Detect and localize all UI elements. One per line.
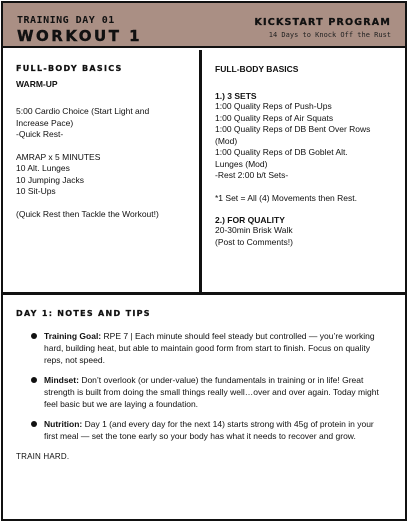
set-note: *1 Set = All (4) Movements then Rest. — [215, 192, 357, 203]
program-tagline: 14 Days to Knock Off the Rust — [268, 31, 391, 39]
part1-line: 1:00 Quality Reps of Push-Ups — [215, 101, 332, 111]
warmup-column — [3, 50, 202, 292]
part1-title: 1.) 3 SETS — [215, 91, 257, 101]
note-text: Don’t overlook (or under-value) the fundamentals in training or in life! Great strength is built from doing the small things really well…over and over again. Today might feel basic but we are laying a foundation. — [44, 375, 379, 409]
note-text: Day 1 (and every day for the next 14) starts strong with 45g of protein in your first meal — set the tone early so your body has what it needs to recover and grow. — [44, 419, 374, 441]
warmup-footer: (Quick Rest then Tackle the Workout!) — [16, 208, 159, 219]
part1-line: 1:00 Quality Reps of DB Goblet Alt. — [215, 147, 348, 157]
part2-line: 20-30min Brisk Walk — [215, 225, 293, 235]
note-text: RPE 7 | Each minute should feel steady but controlled — you’re working hard, building heat, but able to maintain good form from start to finish. Focus on quality reps, not speed. — [44, 331, 375, 365]
warmup-title: WARM-UP — [16, 79, 58, 89]
warmup-line: -Quick Rest- — [16, 129, 64, 139]
workout-column — [205, 50, 405, 292]
bullet-icon — [31, 333, 37, 339]
amrap-line: 10 Alt. Lunges — [16, 163, 70, 173]
list-item — [31, 418, 389, 442]
list-item — [31, 374, 389, 410]
bullet-icon — [31, 421, 37, 427]
part1-line: -Rest 2:00 b/t Sets- — [215, 170, 289, 180]
part1-line: (Mod) — [215, 135, 238, 146]
part1-line: Lunges (Mod) — [215, 158, 268, 169]
note-label: Mindset: — [44, 375, 79, 385]
left-section-title: FULL-BODY BASICS — [16, 64, 123, 73]
right-section-title: FULL-BODY BASICS — [215, 64, 299, 74]
part1-line: 1:00 Quality Reps of DB Bent Over Rows — [215, 124, 371, 134]
closing-text: TRAIN HARD. — [16, 452, 70, 461]
notes-section — [3, 295, 405, 519]
training-day-label: TRAINING DAY 01 — [17, 15, 115, 26]
header-banner — [3, 3, 405, 48]
amrap-line: AMRAP x 5 MINUTES — [16, 151, 101, 162]
notes-title: DAY 1: NOTES AND TIPS — [16, 309, 151, 318]
warmup-line: 5:00 Cardio Choice (Start Light and — [16, 106, 150, 116]
amrap-line: 10 Sit-Ups — [16, 186, 56, 196]
part2-title: 2.) FOR QUALITY — [215, 215, 285, 225]
part2-line: (Post to Comments!) — [215, 236, 293, 247]
list-item — [31, 330, 389, 366]
part1-line: 1:00 Quality Reps of Air Squats — [215, 112, 334, 123]
note-label: Nutrition: — [44, 419, 83, 429]
program-name: KICKSTART PROGRAM — [254, 17, 391, 28]
bullet-icon — [31, 377, 37, 383]
notes-list — [16, 330, 389, 442]
workout-title: WORKOUT 1 — [17, 27, 143, 45]
note-label: Training Goal: — [44, 331, 102, 341]
amrap-line: 10 Jumping Jacks — [16, 174, 85, 185]
warmup-line: Increase Pace) — [16, 117, 74, 128]
